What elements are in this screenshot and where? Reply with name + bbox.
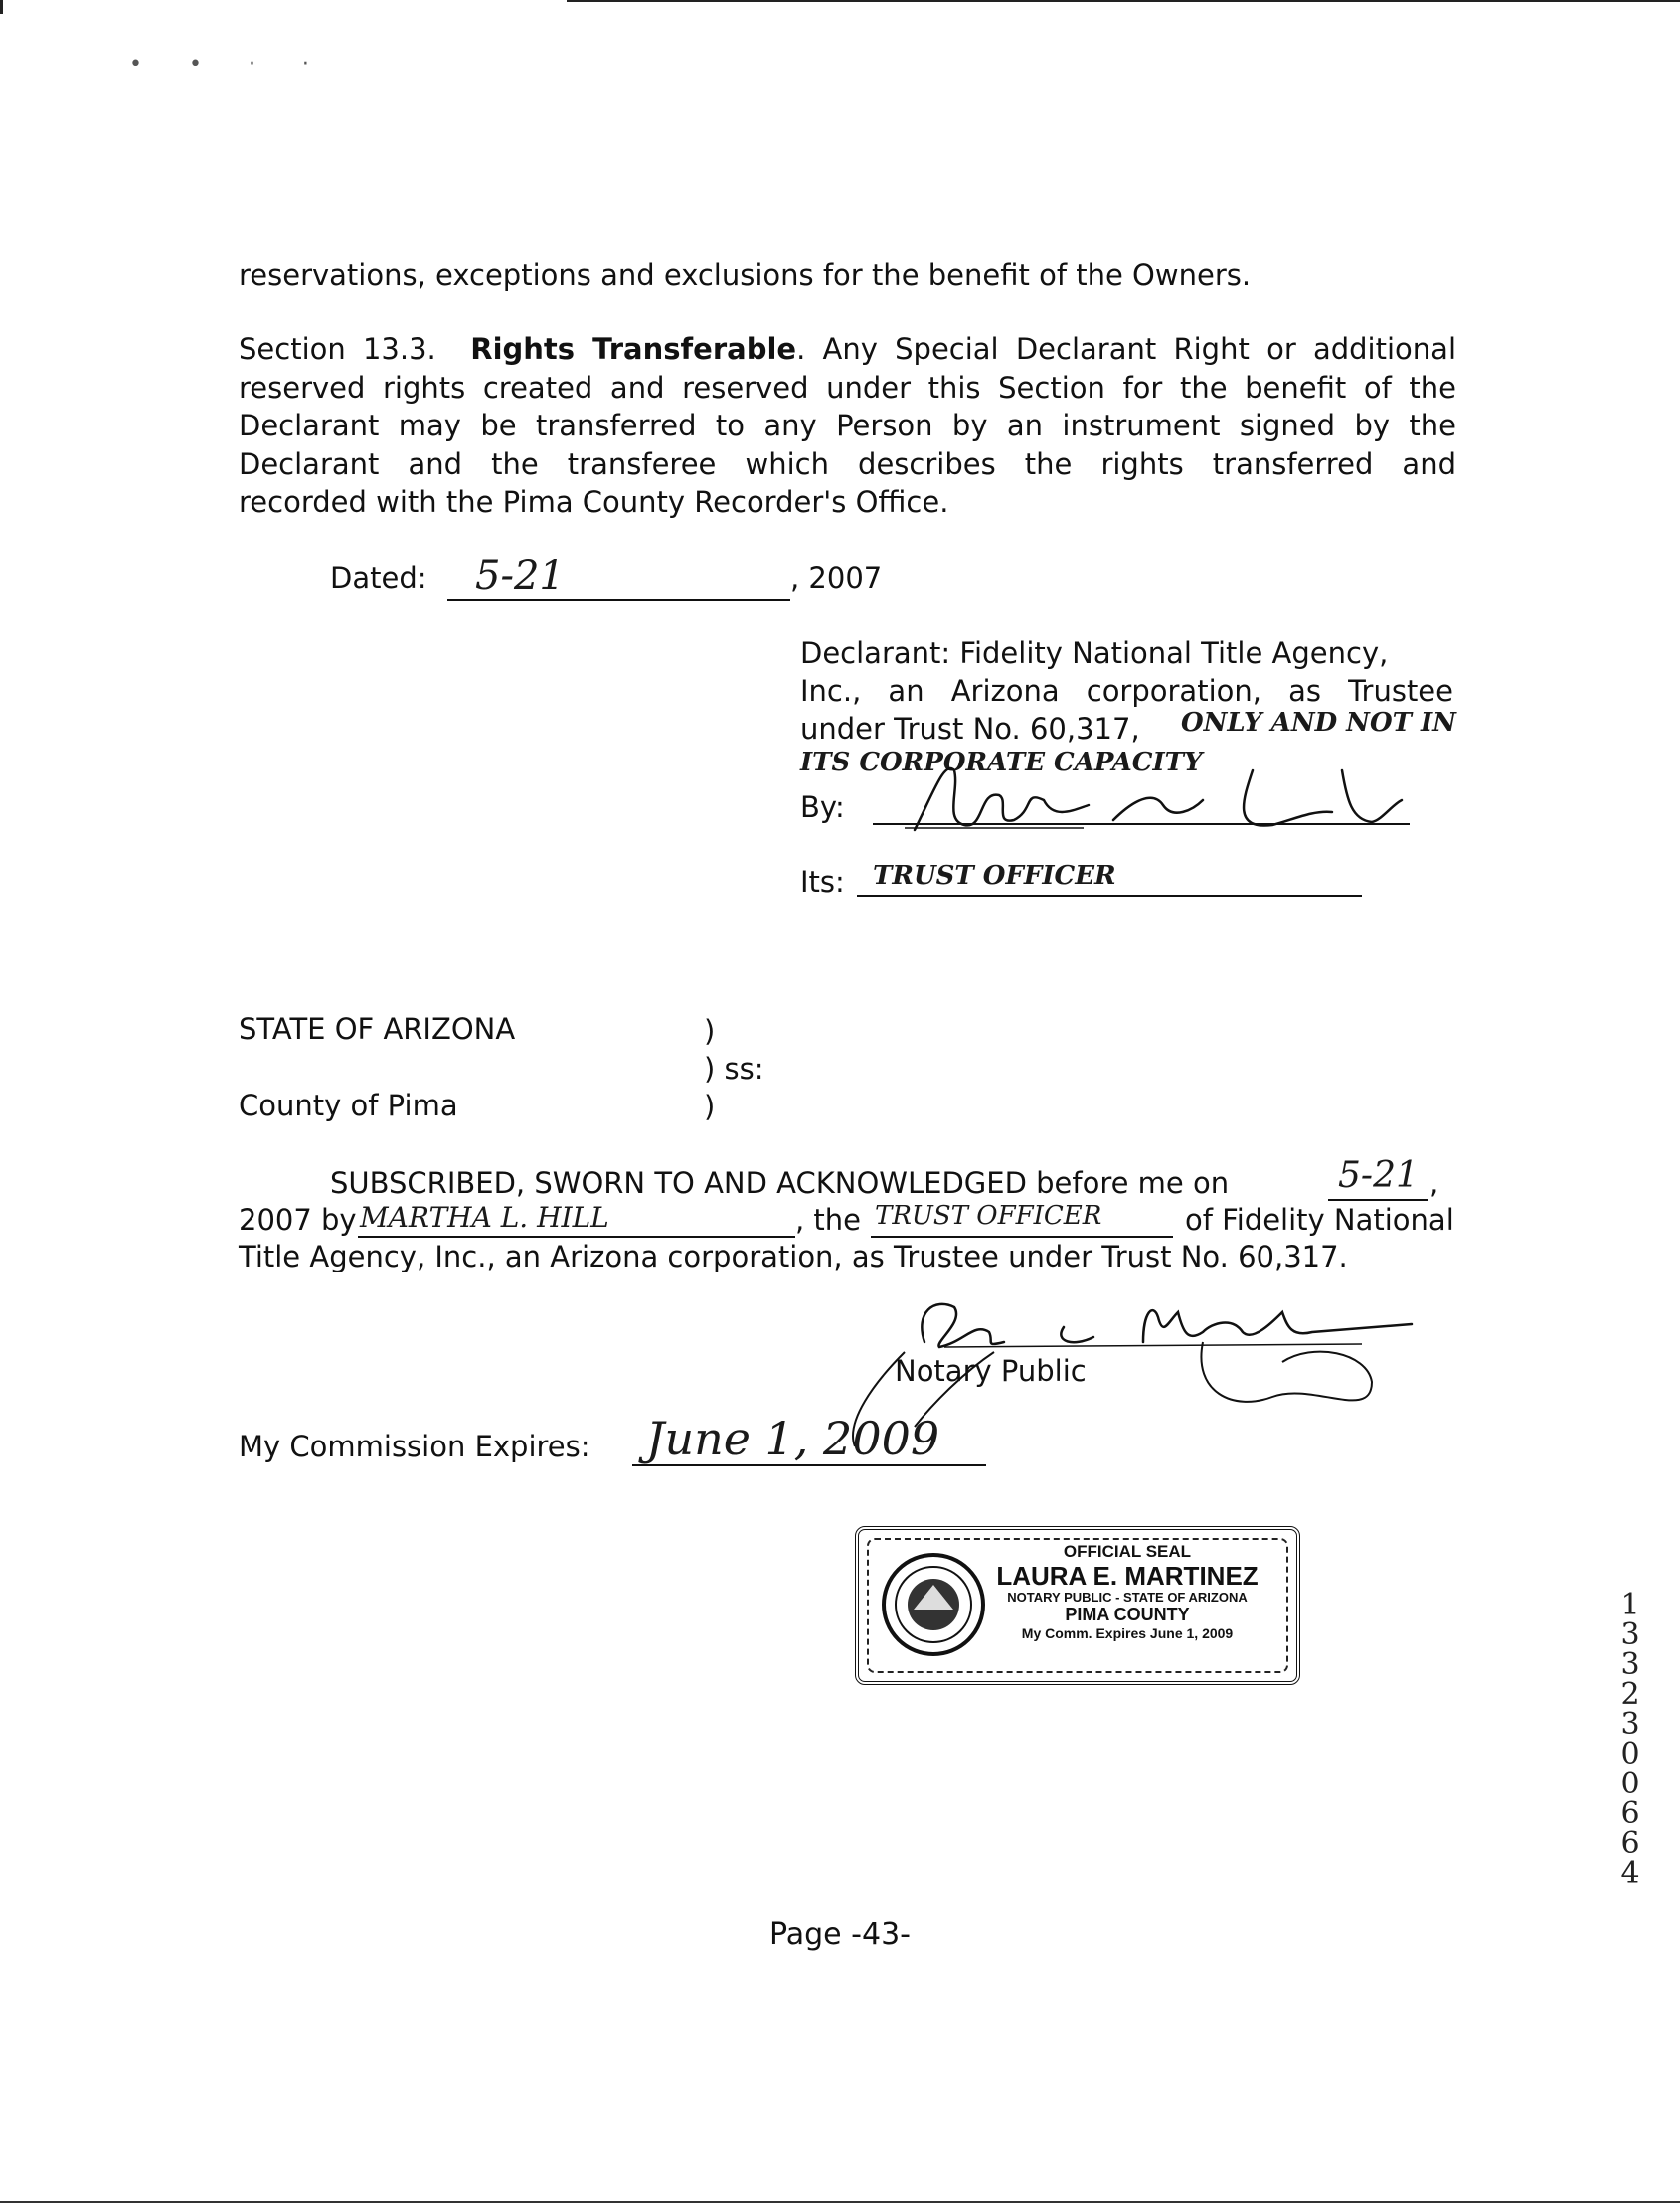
seal-line-3: NOTARY PUBLIC - STATE OF ARIZONA — [1007, 1590, 1248, 1605]
by-label: By: — [800, 790, 845, 824]
commission-handwritten: June 1, 2009 — [646, 1412, 940, 1465]
dated-year: , 2007 — [790, 561, 883, 594]
seal-line-4: PIMA COUNTY — [1065, 1605, 1190, 1624]
commission-label: My Commission Expires: — [239, 1430, 590, 1463]
ack-comma: , — [1429, 1166, 1439, 1200]
seal-line-1: OFFICIAL SEAL — [1063, 1542, 1192, 1561]
declarant-handwritten-1: ONLY AND NOT IN — [1181, 708, 1456, 738]
seal-line-5: My Comm. Expires June 1, 2009 — [1021, 1625, 1234, 1641]
ack-line2-start: 2007 by — [239, 1203, 357, 1237]
venue-state: STATE OF ARIZONA — [239, 1012, 516, 1046]
section-13-3-paragraph — [239, 330, 1456, 522]
declarant-signature — [875, 751, 1412, 845]
section-line-1 — [239, 330, 1456, 369]
intro-line: reservations, exceptions and exclusions for the benefit of the Owners. — [239, 258, 1252, 292]
arizona-state-seal-icon — [879, 1550, 988, 1659]
venue-county: County of Pima — [239, 1089, 458, 1122]
seal-text — [978, 1542, 1276, 1641]
seal-line-2: LAURA E. MARTINEZ — [996, 1561, 1259, 1591]
recording-number-digits: 13323 00664 — [1620, 1588, 1640, 1891]
recording-number — [1610, 1588, 1650, 1891]
its-label: Its: — [800, 865, 845, 899]
section-line-2: reserved rights created and reserved under this Section for the benefit of the — [239, 370, 1456, 405]
section-line-4: Declarant and the transferee which describes the rights transferred and — [239, 446, 1456, 481]
ack-name-handwritten: MARTHA L. HILL — [360, 1201, 609, 1234]
notary-public-label: Notary Public — [895, 1354, 1087, 1388]
declarant-line-2: Inc., an Arizona corporation, as Trustee — [800, 674, 1453, 708]
section-heading: Rights Transferable — [470, 332, 797, 366]
section-line-5: recorded with the Pima County Recorder's Office. — [239, 485, 949, 519]
dated-handwritten: 5-21 — [475, 553, 565, 598]
ack-line2-end: of Fidelity National — [1185, 1203, 1454, 1237]
ack-date-handwritten: 5-21 — [1338, 1155, 1419, 1196]
venue-paren-2: ) ss: — [704, 1052, 764, 1086]
venue-paren-3: ) — [704, 1090, 716, 1123]
scan-edge-left — [0, 0, 3, 14]
dated-label: Dated: — [330, 561, 427, 594]
scan-specks: • • · · — [129, 52, 329, 77]
ack-title-handwritten: TRUST OFFICER — [875, 1201, 1102, 1231]
ack-line-3: Title Agency, Inc., an Arizona corporation, as Trustee under Trust No. 60,317. — [239, 1240, 1348, 1273]
its-handwritten: TRUST OFFICER — [873, 861, 1116, 891]
notary-seal — [855, 1526, 1300, 1685]
section-line-3: Declarant may be transferred to any Person by an instrument signed by the — [239, 409, 1456, 442]
dated-underline — [447, 599, 790, 601]
scan-edge-bottom — [0, 2201, 1680, 2203]
declarant-line-1: Declarant: Fidelity National Title Agency, — [800, 636, 1389, 670]
declarant-handwritten-2: ITS CORPORATE CAPACITY — [800, 748, 1203, 777]
scan-edge-top — [567, 0, 1680, 2]
page-number: Page -43- — [769, 1917, 911, 1951]
declarant-line-3: under Trust No. 60,317, — [800, 712, 1140, 746]
its-underline — [857, 895, 1362, 897]
ack-the: , the — [795, 1203, 862, 1237]
section-line1-rest: . Any Special Declarant Right or additional — [796, 332, 1456, 366]
ack-line-1: SUBSCRIBED, SWORN TO AND ACKNOWLEDGED before me on — [330, 1166, 1230, 1200]
section-prefix: Section 13.3. — [239, 332, 436, 366]
venue-paren-1: ) — [704, 1014, 716, 1048]
